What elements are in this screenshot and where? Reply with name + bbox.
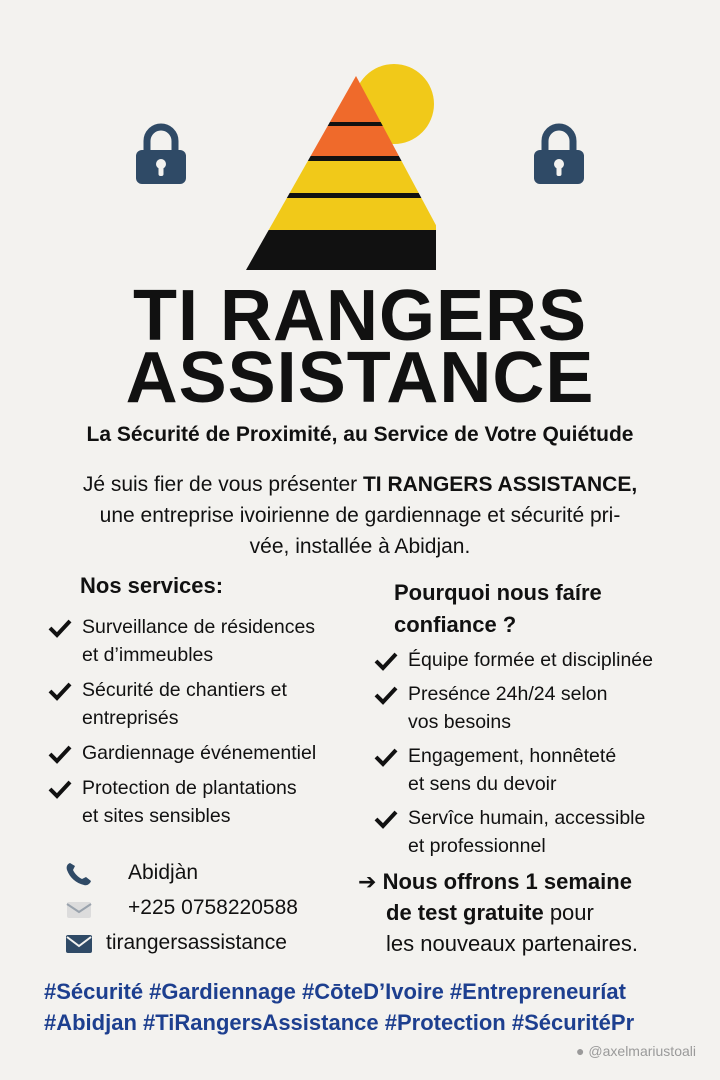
arrow-icon: ➔ (358, 869, 377, 894)
padlock-left-icon (134, 122, 188, 186)
service-item: Surveillance de résidences et d’immeubles (48, 613, 368, 669)
tagline: La Sécurité de Proximité, au Service de Votre Quiétude (86, 423, 634, 446)
why-item: Presénce 24h/24 selon vos besoins (374, 680, 714, 736)
intro-company-name: TI RANGERS ASSISTANCE, (362, 473, 638, 496)
intro-paragraph (30, 469, 690, 562)
checkmark-icon (48, 618, 72, 638)
checkmark-icon (48, 681, 72, 701)
checkmark-icon (374, 685, 398, 705)
intro-line2: une entreprise ivoirienne de gardiennage et sécurité pri- (99, 504, 621, 527)
free-trial-offer: ➔ Nous offrons 1 semaine de test gratuite pour les nouveaux partenaires. (358, 869, 638, 956)
services-list (48, 613, 368, 830)
padlock-right-icon (532, 122, 586, 186)
why-item: Servîce humain, accessible et professionnel (374, 804, 714, 860)
checkmark-icon (374, 747, 398, 767)
brand-title-line2: ASSISTANCE (125, 338, 595, 418)
checkmark-icon (48, 744, 72, 764)
phone-icon (64, 861, 94, 887)
user-icon: ● (576, 1043, 589, 1059)
service-item: Gardiennage événementiel (48, 739, 368, 767)
checkmark-icon (48, 779, 72, 799)
services-heading: Nos services: (80, 573, 224, 598)
watermark: ● @axelmariustoali (576, 1043, 696, 1059)
why-list (374, 646, 714, 860)
envelope-open-icon (64, 896, 94, 922)
intro-text: Jé suis fier de vous présenter (82, 473, 363, 496)
hashtags-line1: #Sécurité #Gardiennage #CōteD’Ivoire #Entrepreneuríat (44, 979, 626, 1004)
why-item: Engagement, honnêteté et sens du devoir (374, 742, 714, 798)
envelope-icon (64, 931, 94, 957)
service-item: Protection de plantations et sites sensibles (48, 774, 368, 830)
checkmark-icon (374, 651, 398, 671)
why-heading: Pourquoi nous faíre confiance ? (394, 580, 602, 637)
why-item: Équipe formée et disciplinée (374, 646, 714, 674)
service-item: Sécurité de chantiers et entreprisés (48, 676, 368, 732)
checkmark-icon (374, 809, 398, 829)
brand-title-line1: TI RANGERS (132, 276, 588, 356)
pyramid-logo (246, 62, 436, 276)
intro-line3: vée, installée à Abidjan. (249, 535, 471, 558)
hashtags-line2: #Abidjan #TiRangersAssistance #Protection #SécuritéPr (44, 1010, 635, 1035)
